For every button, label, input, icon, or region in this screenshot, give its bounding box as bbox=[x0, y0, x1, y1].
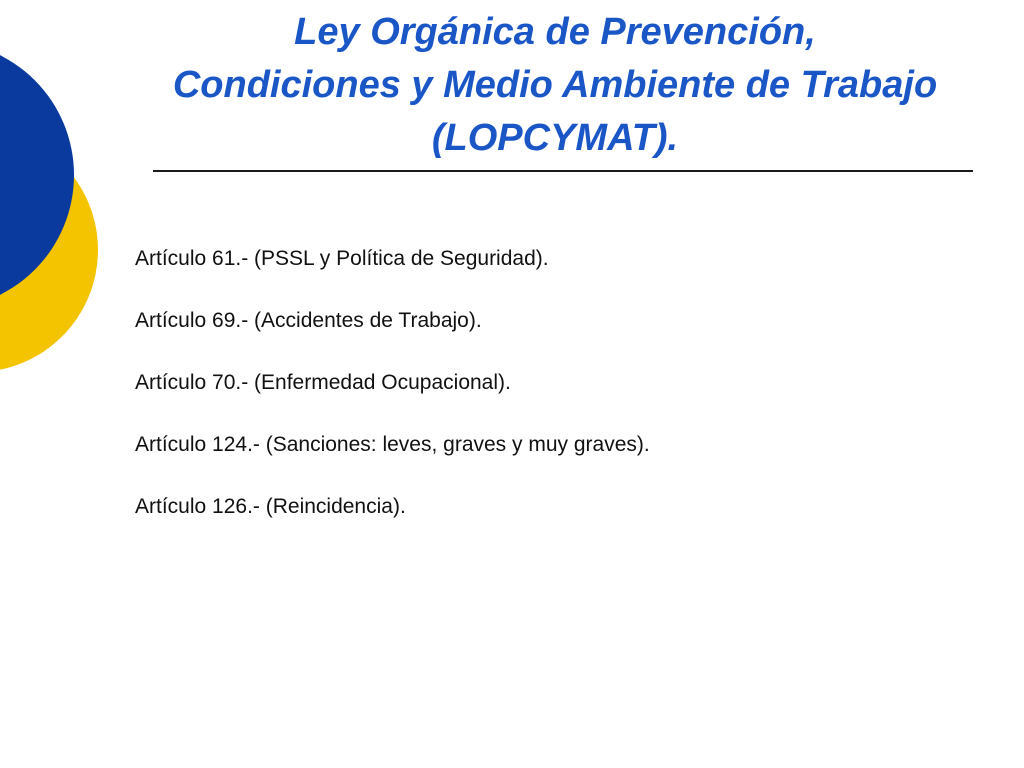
article-list bbox=[135, 243, 650, 553]
title-divider bbox=[153, 170, 973, 172]
slide-title bbox=[90, 6, 1020, 165]
title-line-1: Ley Orgánica de Prevención, bbox=[294, 11, 816, 53]
article-61: Artículo 61.- (PSSL y Política de Seguridad). bbox=[135, 247, 549, 270]
article-124: Artículo 124.- (Sanciones: leves, graves y muy graves). bbox=[135, 433, 650, 456]
article-69: Artículo 69.- (Accidentes de Trabajo). bbox=[135, 309, 482, 332]
title-line-3: (LOPCYMAT). bbox=[431, 117, 679, 159]
article-70: Artículo 70.- (Enfermedad Ocupacional). bbox=[135, 371, 511, 394]
title-line-2: Condiciones y Medio Ambiente de Trabajo bbox=[172, 64, 938, 106]
article-126: Artículo 126.- (Reincidencia). bbox=[135, 495, 406, 518]
